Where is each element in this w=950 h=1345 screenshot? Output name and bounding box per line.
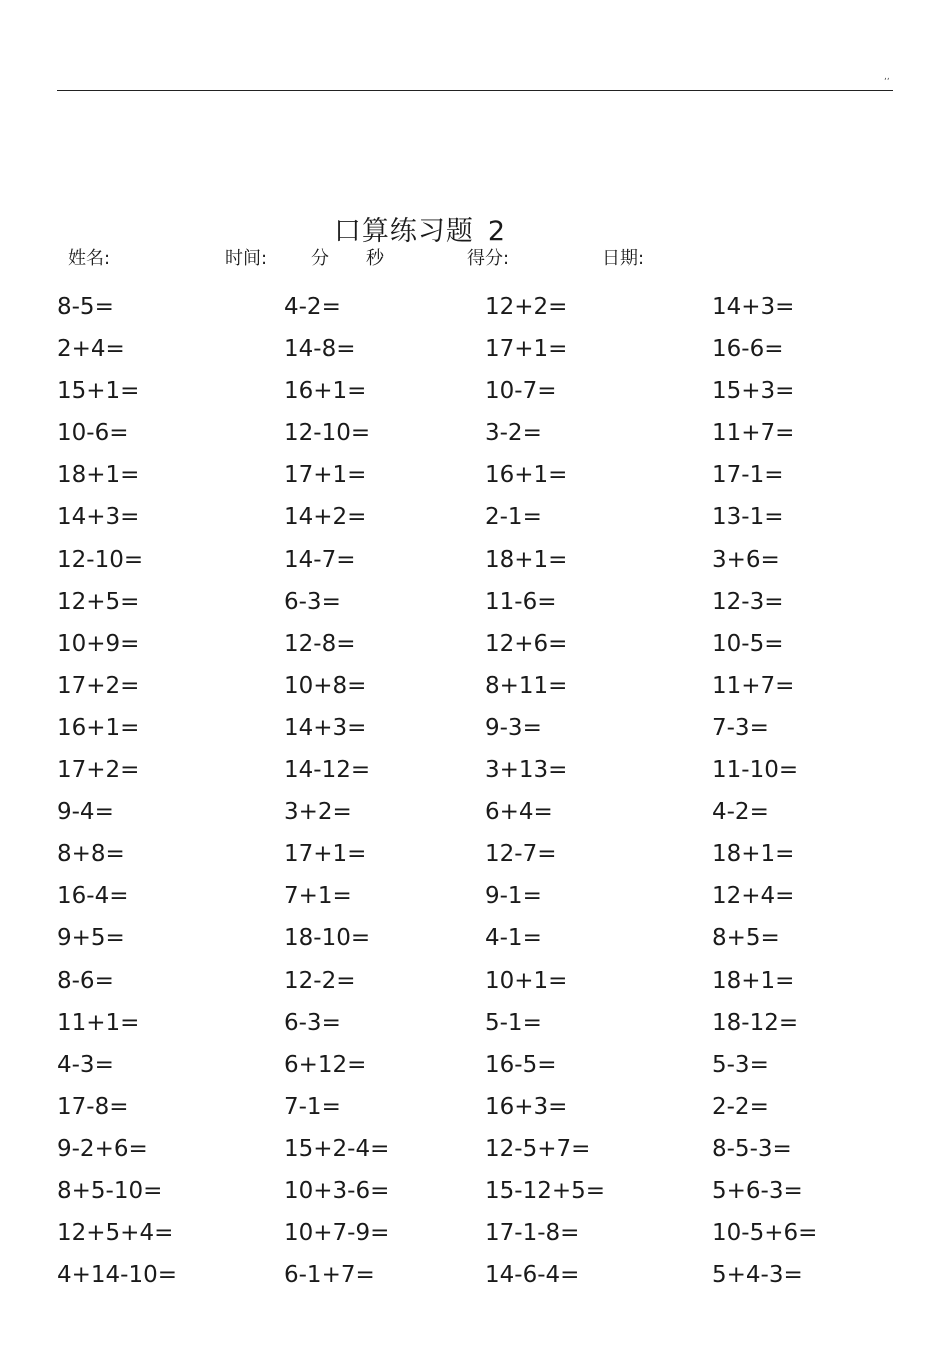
problem-cell: 15+1= (57, 378, 140, 405)
minute-label: 分 (311, 248, 329, 269)
problem-cell: 10-5= (712, 630, 784, 657)
name-label: 姓名: (68, 248, 111, 269)
problem-cell: 5-3= (712, 1051, 769, 1078)
problem-cell: 9-4= (57, 799, 114, 826)
problem-cell: 12-10= (57, 546, 144, 573)
problem-cell: 6-1+7= (284, 1262, 375, 1289)
problem-cell: 12+5= (57, 588, 140, 615)
problem-cell: 14-12= (284, 757, 371, 784)
problem-cell: 11-10= (712, 757, 799, 784)
problem-cell: 18+1= (485, 546, 568, 573)
problem-cell: 2-1= (485, 504, 542, 531)
problem-cell: 6-3= (284, 588, 341, 615)
problem-cell: 7-1= (284, 1093, 341, 1120)
time-label: 时间: (225, 248, 268, 269)
problem-cell: 14-6-4= (485, 1262, 580, 1289)
problem-cell: 10-7= (485, 378, 557, 405)
problem-cell: 2+4= (57, 336, 125, 363)
problem-cell: 11+7= (712, 672, 795, 699)
problem-cell: 8+11= (485, 672, 568, 699)
problem-cell: 10+9= (57, 630, 140, 657)
problem-cell: 6-3= (284, 1009, 341, 1036)
problem-cell: 16-6= (712, 336, 784, 363)
problem-cell: 18-12= (712, 1009, 799, 1036)
problem-cell: 8+8= (57, 841, 125, 868)
problem-cell: 11-6= (485, 588, 557, 615)
problem-cell: 16+3= (485, 1093, 568, 1120)
problem-cell: 10+1= (485, 967, 568, 994)
problem-cell: 8-6= (57, 967, 114, 994)
problem-cell: 9-2+6= (57, 1135, 148, 1162)
problem-cell: 12+5+4= (57, 1220, 174, 1247)
problem-cell: 17-1= (712, 462, 784, 489)
page-title (0, 214, 840, 250)
problem-cell: 14+3= (712, 294, 795, 320)
problem-cell: 17+1= (485, 336, 568, 363)
problem-cell: 17+2= (57, 757, 140, 784)
problem-cell: 10-5+6= (712, 1220, 818, 1247)
title-text: 口算练习题 (333, 216, 474, 247)
problem-cell: 10+8= (284, 672, 367, 699)
problem-cell: 17+1= (284, 841, 367, 868)
problem-cell: 7+1= (284, 883, 352, 910)
problem-cell: 16+1= (57, 714, 140, 741)
problem-cell: 16+1= (485, 462, 568, 489)
problem-cell: 14+2= (284, 504, 367, 531)
problem-cell: 9+5= (57, 925, 125, 952)
problem-cell: 5+6-3= (712, 1177, 803, 1204)
problem-cell: 17-1-8= (485, 1220, 580, 1247)
problem-cell: 8+5-10= (57, 1177, 163, 1204)
problem-cell: 12-5+7= (485, 1135, 591, 1162)
problem-cell: 15+3= (712, 378, 795, 405)
problem-cell: 10+3-6= (284, 1177, 390, 1204)
problem-cell: 18+1= (57, 462, 140, 489)
problem-cell: 12-3= (712, 588, 784, 615)
problem-cell: 11+1= (57, 1009, 140, 1036)
problem-cell: 15-12+5= (485, 1177, 606, 1204)
problem-grid (57, 286, 887, 1296)
problem-cell: 13-1= (712, 504, 784, 531)
problem-cell: 8+5= (712, 925, 780, 952)
problem-cell: 18+1= (712, 967, 795, 994)
score-label: 得分: (467, 248, 510, 269)
problem-cell: 4+14-10= (57, 1262, 178, 1289)
problem-cell: 17+1= (284, 462, 367, 489)
problem-cell: 5+4-3= (712, 1262, 803, 1289)
header-rule (57, 90, 893, 91)
problem-cell: 14-7= (284, 546, 356, 573)
problem-cell: 7-3= (712, 714, 769, 741)
problem-cell: 3-2= (485, 420, 542, 447)
problem-cell: 4-1= (485, 925, 542, 952)
problem-cell: 14+3= (284, 714, 367, 741)
problem-cell: 12-10= (284, 420, 371, 447)
problem-cell: 2-2= (712, 1093, 769, 1120)
problem-cell: 6+12= (284, 1051, 367, 1078)
problem-cell: 4-3= (57, 1051, 114, 1078)
problem-cell: 16-5= (485, 1051, 557, 1078)
problem-cell: 15+2-4= (284, 1135, 390, 1162)
problem-cell: 14-8= (284, 336, 356, 363)
problem-cell: 10+7-9= (284, 1220, 390, 1247)
problem-cell: 12+4= (712, 883, 795, 910)
problem-cell: 4-2= (712, 799, 769, 826)
corner-mark: ,, (884, 72, 890, 82)
problem-cell: 6+4= (485, 799, 553, 826)
problem-cell: 18+1= (712, 841, 795, 868)
problem-cell: 12-2= (284, 967, 356, 994)
problem-cell: 8-5= (57, 294, 114, 320)
problem-cell: 17+2= (57, 672, 140, 699)
title-number: 2 (487, 216, 507, 247)
second-label: 秒 (366, 248, 384, 269)
problem-cell: 3+13= (485, 757, 568, 784)
problem-cell: 12-7= (485, 841, 557, 868)
problem-cell: 18-10= (284, 925, 371, 952)
problem-cell: 9-3= (485, 714, 542, 741)
problem-cell: 11+7= (712, 420, 795, 447)
problem-cell: 12-8= (284, 630, 356, 657)
problem-cell: 16+1= (284, 378, 367, 405)
problem-cell: 4-2= (284, 294, 341, 320)
problem-cell: 17-8= (57, 1093, 129, 1120)
problem-cell: 12+2= (485, 294, 568, 320)
problem-cell: 16-4= (57, 883, 129, 910)
problem-cell: 8-5-3= (712, 1135, 792, 1162)
problem-cell: 12+6= (485, 630, 568, 657)
problem-cell: 14+3= (57, 504, 140, 531)
problem-cell: 10-6= (57, 420, 129, 447)
problem-cell: 3+2= (284, 799, 352, 826)
problem-cell: 3+6= (712, 546, 780, 573)
problem-cell: 9-1= (485, 883, 542, 910)
date-label: 日期: (602, 248, 645, 269)
problem-cell: 5-1= (485, 1009, 542, 1036)
